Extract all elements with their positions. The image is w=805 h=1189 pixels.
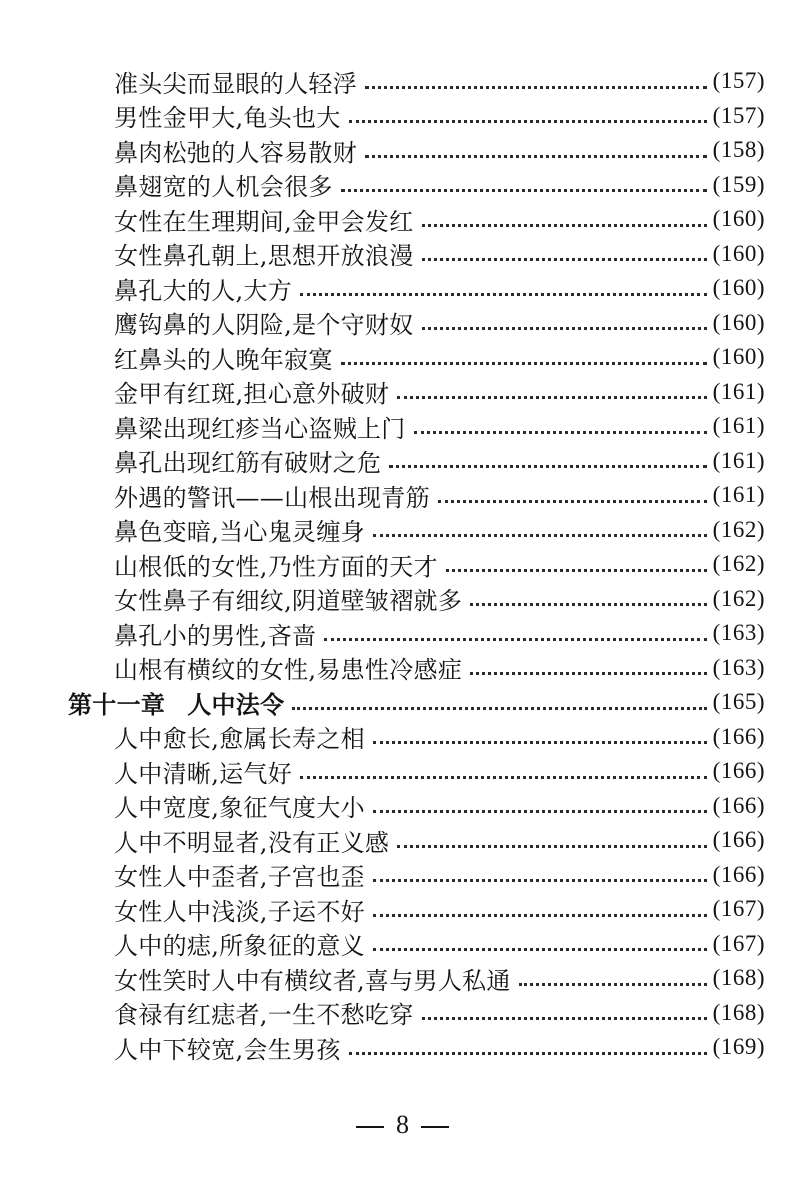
toc-entry xyxy=(0,375,805,410)
toc-entry-page-number: (166) xyxy=(712,758,765,784)
dot-leader xyxy=(446,569,707,572)
toc-entry-title: 人中清晰,运气好 xyxy=(114,759,293,788)
toc-entry xyxy=(0,133,805,168)
toc-entry-title: 外遇的警讯——山根出现青筋 xyxy=(114,483,430,512)
toc-entry-page-number: (167) xyxy=(712,896,765,922)
toc-entry-title: 山根有横纹的女性,易患性冷感症 xyxy=(114,656,463,685)
toc-entry xyxy=(0,1030,805,1065)
toc-entry-title: 鼻梁出现红疹当心盗贼上门 xyxy=(114,414,406,443)
dot-leader xyxy=(422,327,707,330)
footer-page-number: 8 xyxy=(396,1110,409,1139)
toc-entry-title: 红鼻头的人晚年寂寞 xyxy=(114,345,333,374)
toc-entry xyxy=(0,478,805,513)
section-list xyxy=(0,64,805,685)
toc-entry xyxy=(0,271,805,306)
toc-entry xyxy=(0,823,805,858)
toc-entry-page-number: (163) xyxy=(712,654,765,680)
dot-leader xyxy=(300,776,707,779)
toc-entry xyxy=(0,409,805,444)
toc-entry-title: 鼻孔出现红筋有破财之危 xyxy=(114,449,382,478)
toc-entry-page-number: (161) xyxy=(712,378,765,404)
dot-leader xyxy=(373,534,707,537)
toc-entry-page-number: (166) xyxy=(712,792,765,818)
toc-entry-title: 金甲有红斑,担心意外破财 xyxy=(114,380,390,409)
dot-leader xyxy=(373,741,707,744)
toc-entry-title: 人中不明显者,没有正义感 xyxy=(114,828,390,857)
dot-leader xyxy=(365,86,707,89)
dot-leader xyxy=(397,845,706,848)
toc-entry xyxy=(0,64,805,99)
dot-leader xyxy=(341,189,707,192)
dot-leader xyxy=(414,431,707,434)
toc-entry xyxy=(0,754,805,789)
toc-entry-page-number: (163) xyxy=(712,620,765,646)
dot-leader xyxy=(422,1017,707,1020)
toc-entry-page-number: (166) xyxy=(712,861,765,887)
dot-leader xyxy=(373,948,707,951)
toc-entry-page-number: (161) xyxy=(712,447,765,473)
toc-entry xyxy=(0,961,805,996)
toc-entry xyxy=(0,547,805,582)
toc-entry-page-number: (161) xyxy=(712,482,765,508)
toc-entry xyxy=(0,892,805,927)
dot-leader xyxy=(470,672,707,675)
dot-leader xyxy=(422,224,707,227)
toc-entry xyxy=(0,789,805,824)
toc-entry-title: 鼻色变暗,当心鬼灵缠身 xyxy=(114,518,365,547)
dot-leader xyxy=(373,914,707,917)
dot-leader xyxy=(349,1052,707,1055)
table-of-contents xyxy=(0,64,805,1065)
toc-entry xyxy=(0,927,805,962)
toc-entry-title: 鼻肉松弛的人容易散财 xyxy=(114,138,357,167)
toc-entry xyxy=(0,996,805,1031)
toc-entry xyxy=(0,237,805,272)
dot-leader xyxy=(373,879,707,882)
toc-entry-page-number: (169) xyxy=(712,1034,765,1060)
footer-dash-left xyxy=(356,1126,384,1128)
toc-entry-title: 人中下较宽,会生男孩 xyxy=(114,1035,341,1064)
toc-entry-title: 山根低的女性,乃性方面的天才 xyxy=(114,552,438,581)
toc-entry-page-number: (162) xyxy=(712,516,765,542)
toc-entry-title: 人中宽度,象征气度大小 xyxy=(114,794,365,823)
toc-entry-title: 女性鼻孔朝上,思想开放浪漫 xyxy=(114,242,414,271)
toc-entry-title: 鹰钩鼻的人阴险,是个守财奴 xyxy=(114,311,414,340)
toc-entry-title: 男性金甲大,龟头也大 xyxy=(114,104,341,133)
toc-entry-page-number: (160) xyxy=(712,309,765,335)
toc-entry-page-number: (162) xyxy=(712,551,765,577)
dot-leader xyxy=(324,638,706,641)
chapter-title: 人中法令 xyxy=(187,689,285,719)
toc-entry-page-number: (162) xyxy=(712,585,765,611)
toc-entry-page-number: (157) xyxy=(712,68,765,94)
page-footer xyxy=(0,1110,805,1140)
dot-leader xyxy=(397,396,706,399)
toc-entry-title: 鼻翅宽的人机会很多 xyxy=(114,173,333,202)
toc-entry xyxy=(0,720,805,755)
toc-entry xyxy=(0,582,805,617)
dot-leader xyxy=(519,983,707,986)
toc-entry-page-number: (166) xyxy=(712,827,765,853)
toc-entry xyxy=(0,340,805,375)
toc-entry-title: 女性鼻子有细纹,阴道壁皱褶就多 xyxy=(114,587,463,616)
toc-entry xyxy=(0,306,805,341)
toc-entry-title: 女性人中浅淡,子运不好 xyxy=(114,897,365,926)
chapter-title-wrap xyxy=(68,685,284,720)
toc-entry-title: 女性人中歪者,子宫也歪 xyxy=(114,863,365,892)
dot-leader xyxy=(300,293,707,296)
toc-entry-page-number: (167) xyxy=(712,930,765,956)
toc-entry-title: 人中的痣,所象征的意义 xyxy=(114,932,365,961)
toc-entry-page-number: (159) xyxy=(712,171,765,197)
toc-entry xyxy=(0,651,805,686)
footer-dash-right xyxy=(421,1126,449,1128)
toc-entry-title: 女性在生理期间,金甲会发红 xyxy=(114,207,414,236)
toc-entry-page-number: (160) xyxy=(712,206,765,232)
chapter-page-number: (165) xyxy=(712,689,765,715)
chapter-heading xyxy=(0,685,805,720)
toc-entry xyxy=(0,444,805,479)
dot-leader xyxy=(422,258,707,261)
dot-leader xyxy=(389,465,706,468)
dot-leader xyxy=(470,603,707,606)
toc-entry-page-number: (166) xyxy=(712,723,765,749)
toc-entry-page-number: (161) xyxy=(712,413,765,439)
toc-entry xyxy=(0,168,805,203)
toc-entry xyxy=(0,616,805,651)
toc-entry-title: 准头尖而显眼的人轻浮 xyxy=(114,69,357,98)
toc-entry-title: 女性笑时人中有横纹者,喜与男人私通 xyxy=(114,966,511,995)
toc-entry-title: 鼻孔小的男性,吝啬 xyxy=(114,621,317,650)
toc-entry xyxy=(0,99,805,134)
dot-leader xyxy=(349,120,707,123)
toc-entry-title: 食禄有红痣者,一生不愁吃穿 xyxy=(114,1001,414,1030)
toc-entry-page-number: (158) xyxy=(712,137,765,163)
toc-entry-title: 鼻孔大的人,大方 xyxy=(114,276,293,305)
dot-leader xyxy=(292,707,706,710)
dot-leader xyxy=(438,500,707,503)
toc-entry-page-number: (160) xyxy=(712,240,765,266)
toc-entry xyxy=(0,513,805,548)
toc-entry-page-number: (160) xyxy=(712,344,765,370)
toc-entry xyxy=(0,858,805,893)
toc-entry xyxy=(0,202,805,237)
toc-entry-page-number: (160) xyxy=(712,275,765,301)
chapter-number: 第十一章 xyxy=(68,689,166,719)
dot-leader xyxy=(373,810,707,813)
toc-entry-page-number: (168) xyxy=(712,965,765,991)
dot-leader xyxy=(365,155,707,158)
toc-entry-page-number: (157) xyxy=(712,102,765,128)
toc-entry-title: 人中愈长,愈属长寿之相 xyxy=(114,725,365,754)
chapter-section-list xyxy=(0,720,805,1065)
dot-leader xyxy=(341,362,707,365)
toc-entry-page-number: (168) xyxy=(712,999,765,1025)
